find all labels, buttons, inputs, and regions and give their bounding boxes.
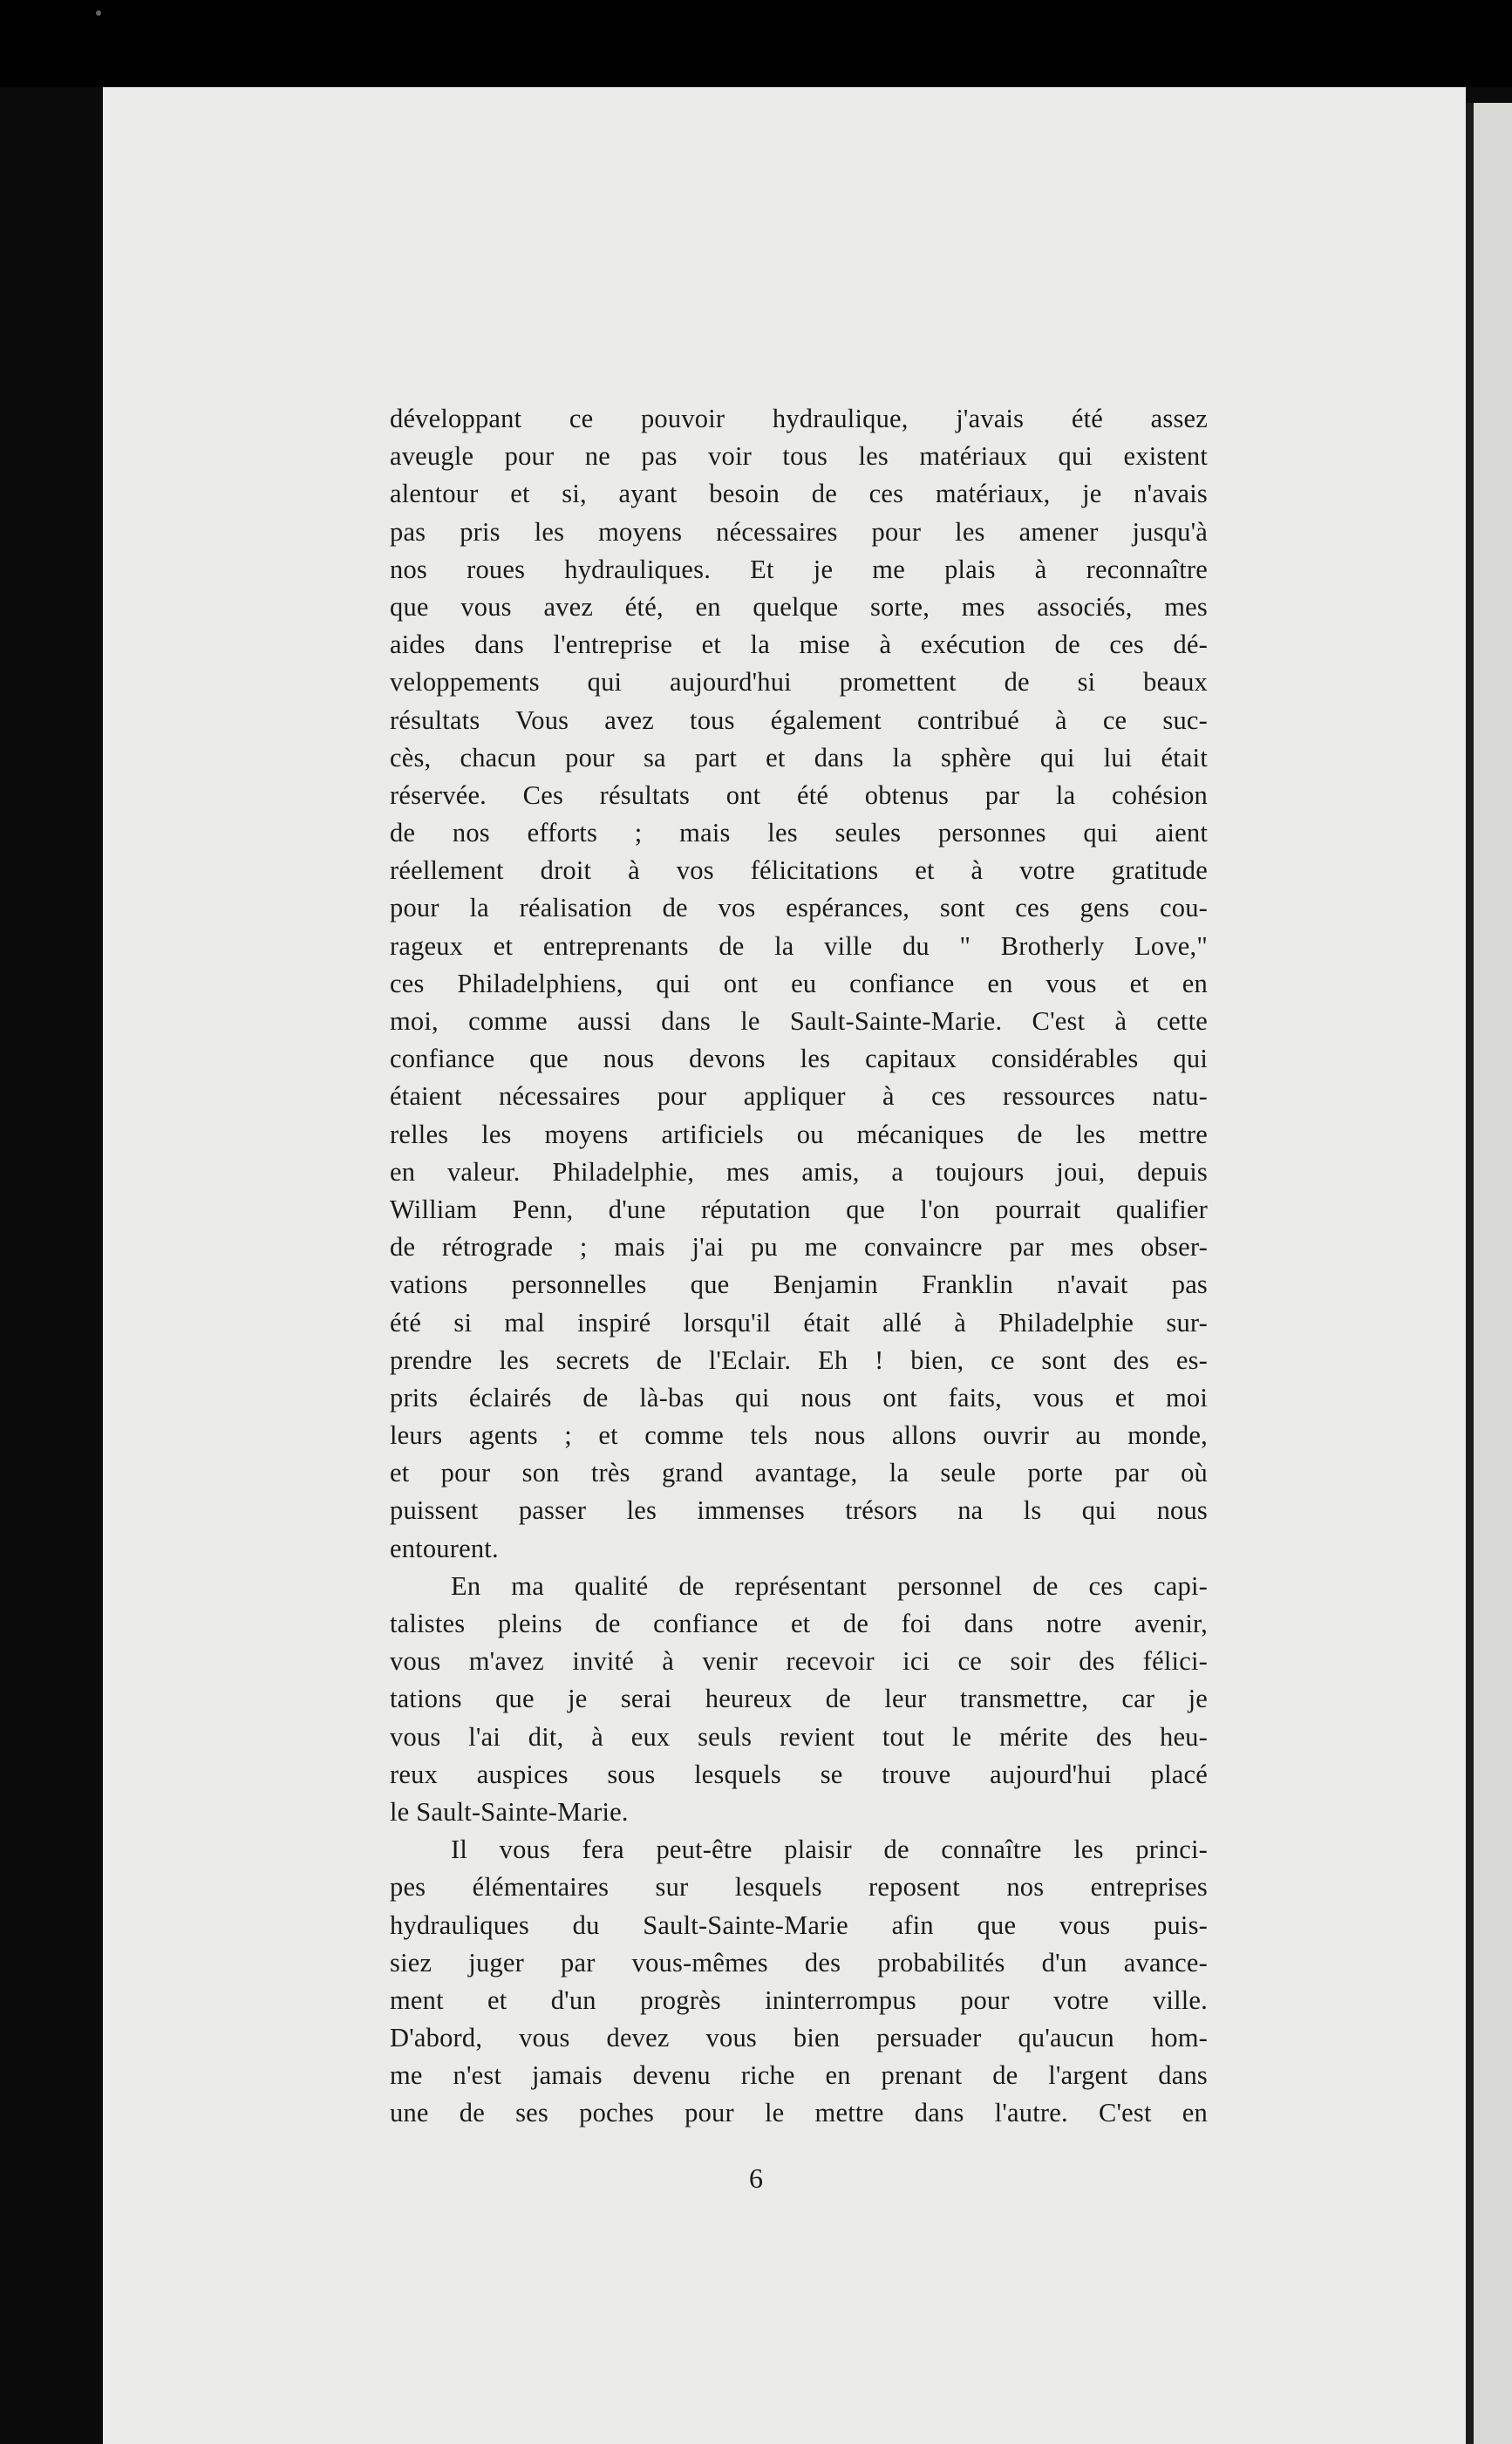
text-line: vations personnelles que Benjamin Franklin n'avait pas bbox=[390, 1270, 1208, 1300]
text-line: D'abord, vous devez vous bien persuader qu'aucun hom- bbox=[390, 2023, 1208, 2053]
page-body-text bbox=[390, 400, 1208, 2133]
text-line: ment et d'un progrès ininterrompus pour votre ville. bbox=[390, 1984, 1208, 2015]
text-line: pas pris les moyens nécessaires pour les amener jusqu'à bbox=[390, 516, 1208, 547]
text-line: résultats Vous avez tous également contribué à ce suc- bbox=[390, 705, 1208, 735]
text-line: pes élémentaires sur lesquels reposent nos entreprises bbox=[390, 1872, 1208, 1903]
text-line: veloppements qui aujourd'hui promettent de si beaux bbox=[390, 667, 1208, 698]
text-line: Il vous fera peut-être plaisir de connaître les princi- bbox=[451, 1835, 1208, 1865]
scan-speck bbox=[96, 10, 101, 16]
text-line: que vous avez été, en quelque sorte, mes associés, mes bbox=[390, 591, 1208, 622]
text-line: aveugle pour ne pas voir tous les matériaux qui existent bbox=[390, 441, 1208, 472]
text-line: relles les moyens artificiels ou mécaniques de les mettre bbox=[390, 1119, 1208, 1149]
text-line: me n'est jamais devenu riche en prenant de l'argent dans bbox=[390, 2060, 1208, 2091]
text-line: confiance que nous devons les capitaux considérables qui bbox=[390, 1044, 1208, 1074]
text-line: puissent passer les immenses trésors na ls qui nous bbox=[390, 1495, 1208, 1526]
text-line: ces Philadelphiens, qui ont eu confiance en vous et en bbox=[390, 968, 1208, 998]
text-line: en valeur. Philadelphie, mes amis, a toujours joui, depuis bbox=[390, 1156, 1208, 1187]
text-line: prendre les secrets de l'Eclair. Eh ! bien, ce sont des es- bbox=[390, 1345, 1208, 1375]
text-line: William Penn, d'une réputation que l'on pourrait qualifier bbox=[390, 1194, 1208, 1224]
text-line: pour la réalisation de vos espérances, sont ces gens cou- bbox=[390, 893, 1208, 923]
text-line: été si mal inspiré lorsqu'il était allé à Philadelphie sur- bbox=[390, 1307, 1208, 1338]
page-number: 6 bbox=[749, 2162, 763, 2194]
scan-top-border bbox=[0, 0, 1512, 87]
text-line: étaient nécessaires pour appliquer à ces ressources natu- bbox=[390, 1081, 1208, 1112]
text-line: hydrauliques du Sault-Sainte-Marie afin que vous puis- bbox=[390, 1910, 1208, 1940]
text-line: une de ses poches pour le mettre dans l'autre. C'est en bbox=[390, 2098, 1208, 2128]
text-line: tations que je serai heureux de leur transmettre, car je bbox=[390, 1684, 1208, 1714]
text-line: de rétrograde ; mais j'ai pu me convaincre par mes obser- bbox=[390, 1232, 1208, 1263]
text-line: entourent. bbox=[390, 1533, 499, 1563]
text-line: vous m'avez invité à venir recevoir ici ce soir des félici- bbox=[390, 1646, 1208, 1677]
page-gutter bbox=[1466, 103, 1474, 2444]
text-line: de nos efforts ; mais les seules personnes qui aient bbox=[390, 818, 1208, 848]
text-line: vous l'ai dit, à eux seuls revient tout le mérite des heu- bbox=[390, 1721, 1208, 1752]
text-line: rageux et entreprenants de la ville du " Brotherly Love," bbox=[390, 930, 1208, 961]
text-line: alentour et si, ayant besoin de ces matériaux, je n'avais bbox=[390, 479, 1208, 509]
text-line: développant ce pouvoir hydraulique, j'avais été assez bbox=[390, 404, 1208, 433]
adjacent-page-edge bbox=[1474, 103, 1512, 2444]
text-line: cès, chacun pour sa part et dans la sphère qui lui était bbox=[390, 742, 1208, 773]
text-line: reux auspices sous lesquels se trouve aujourd'hui placé bbox=[390, 1759, 1208, 1789]
text-line: le Sault-Sainte-Marie. bbox=[390, 1796, 629, 1827]
text-line: talistes pleins de confiance et de foi dans notre avenir, bbox=[390, 1609, 1208, 1638]
text-line: prits éclairés de là-bas qui nous ont faits, vous et moi bbox=[390, 1382, 1208, 1413]
text-line: réellement droit à vos félicitations et à votre gratitude bbox=[390, 855, 1208, 886]
text-line: leurs agents ; et comme tels nous allons ouvrir au monde, bbox=[390, 1420, 1208, 1451]
text-line: siez juger par vous-mêmes des probabilités d'un avance- bbox=[390, 1947, 1208, 1978]
text-line: moi, comme aussi dans le Sault-Sainte-Marie. C'est à cette bbox=[390, 1006, 1208, 1036]
text-line: aides dans l'entreprise et la mise à exécution de ces dé- bbox=[390, 630, 1208, 660]
text-line: réservée. Ces résultats ont été obtenus par la cohésion bbox=[390, 779, 1208, 810]
text-line: En ma qualité de représentant personnel de ces capi- bbox=[451, 1570, 1208, 1601]
text-line: et pour son très grand avantage, la seule porte par où bbox=[390, 1458, 1208, 1488]
text-line: nos roues hydrauliques. Et je me plais à reconnaître bbox=[390, 554, 1208, 584]
